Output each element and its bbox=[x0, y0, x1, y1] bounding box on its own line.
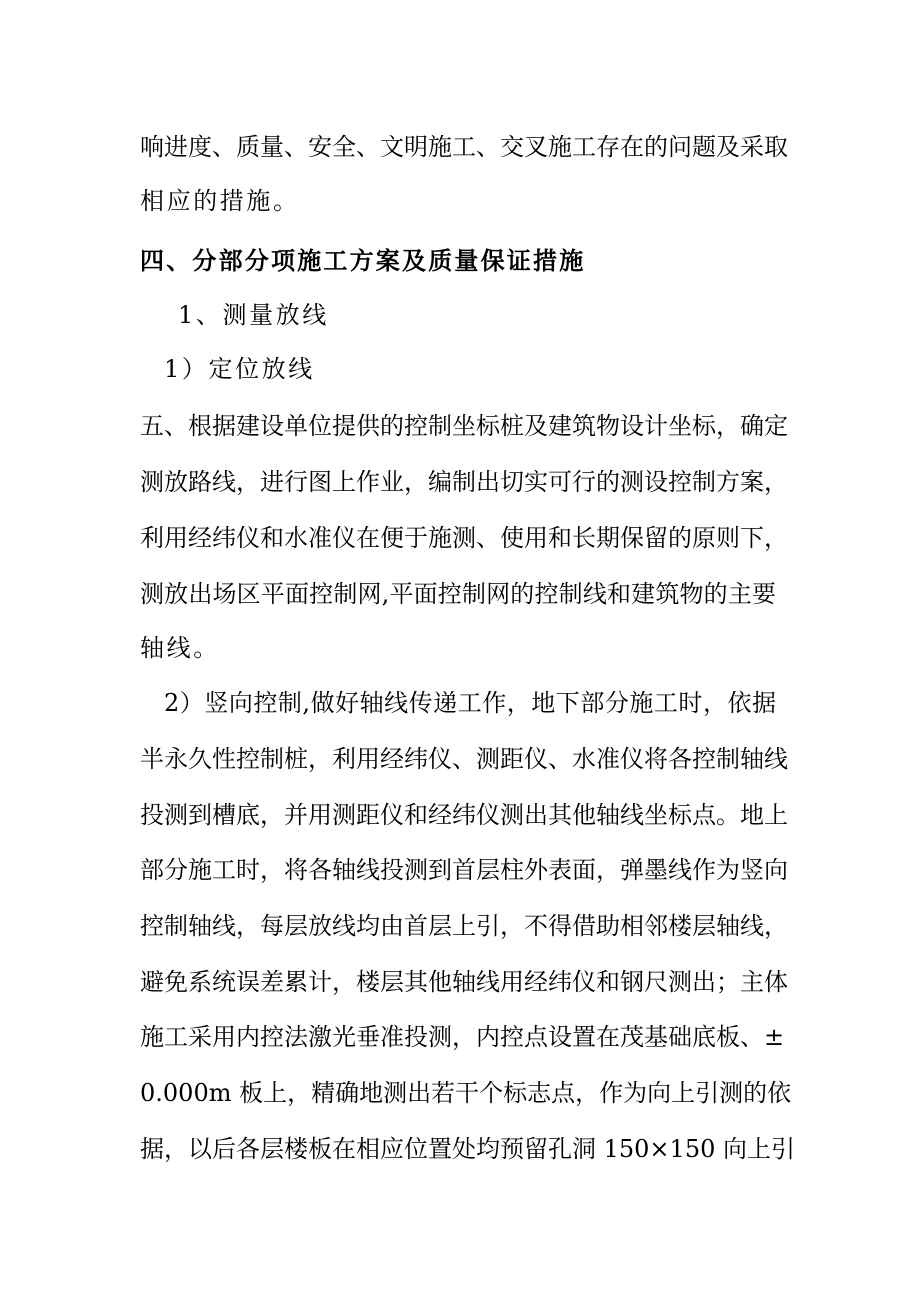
text-line: 半永久性控制桩，利用经纬仪、测距仪、水准仪将各控制轴线 bbox=[140, 745, 788, 773]
text-line: 投测到槽底，并用测距仪和经纬仪测出其他轴线坐标点。地上 bbox=[140, 801, 788, 829]
text-line: 利用经纬仪和水准仪在便于施测、使用和长期保留的原则下， bbox=[140, 524, 788, 552]
text-line: 测放路线，进行图上作业，编制出切实可行的测设控制方案， bbox=[140, 468, 788, 496]
text-line: 测放出场区平面控制网,平面控制网的控制线和建筑物的主要 bbox=[140, 580, 776, 608]
text-line: 轴线。 bbox=[140, 634, 220, 662]
text-line: 控制轴线，每层放线均由首层上引，不得借助相邻楼层轴线， bbox=[140, 912, 788, 940]
text-line: 0.000m 板上，精确地测出若干个标志点，作为向上引测的依 bbox=[140, 1079, 792, 1107]
text-line: 五、根据建设单位提供的控制坐标桩及建筑物设计坐标，确定 bbox=[140, 412, 788, 440]
text-line: 据，以后各层楼板在相应位置处均预留孔洞 150×150 向上引 bbox=[140, 1135, 795, 1163]
text-line: 施工采用内控法激光垂准投测，内控点设置在茂基础底板、± bbox=[140, 1023, 785, 1051]
text-line: 相应的措施。 bbox=[140, 187, 300, 215]
subsection-heading: 1、测量放线 bbox=[178, 301, 329, 329]
paragraph-start-line: 2）竖向控制,做好轴线传递工作，地下部分施工时，依据 bbox=[164, 689, 776, 717]
text-line: 避免系统误差累计，楼层其他轴线用经纬仪和钢尺测出；主体 bbox=[140, 968, 788, 996]
section-heading: 四、分部分项施工方案及质量保证措施 bbox=[140, 246, 586, 275]
text-line: 部分施工时，将各轴线投测到首层柱外表面，弹墨线作为竖向 bbox=[140, 856, 788, 884]
text-line: 响进度、质量、安全、文明施工、交叉施工存在的问题及采取 bbox=[140, 133, 788, 161]
sub-item-heading: 1）定位放线 bbox=[164, 355, 315, 383]
